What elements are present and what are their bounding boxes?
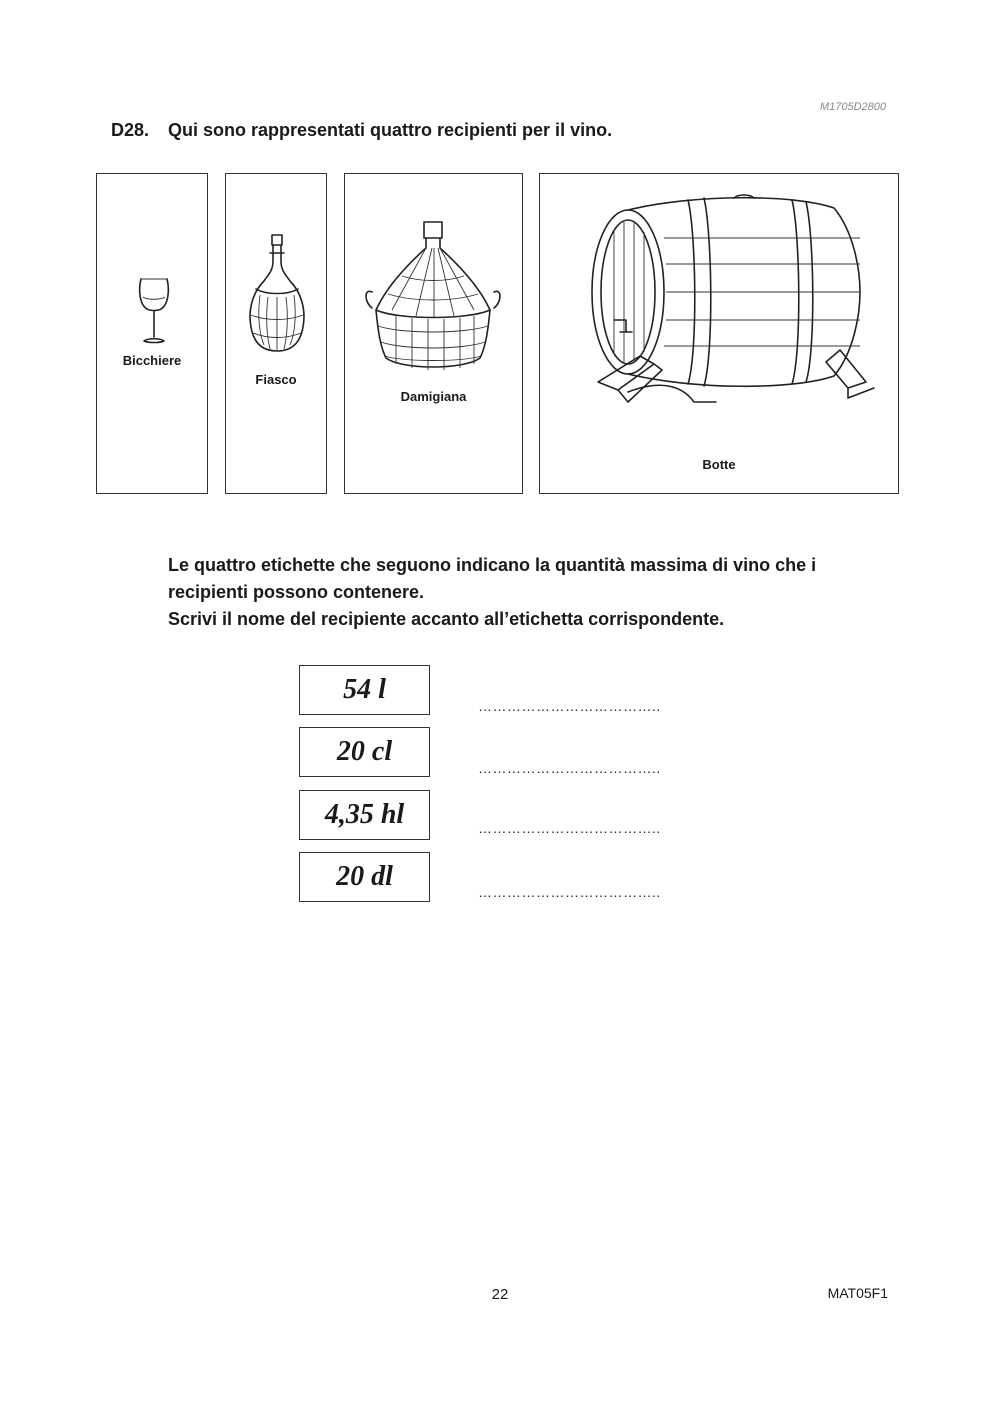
- container-panel-damigiana: [344, 173, 523, 494]
- item-code: M1705D2800: [819, 101, 886, 113]
- instruction-line-2: recipienti possono contenere.: [168, 582, 425, 602]
- container-label: Botte: [702, 457, 736, 472]
- capacity-label-20cl: 20 cl: [299, 727, 430, 777]
- capacity-label-20dl: 20 dl: [299, 852, 430, 902]
- answer-line[interactable]: ………………………………..: [478, 884, 661, 900]
- answer-line[interactable]: ………………………………..: [478, 760, 661, 776]
- capacity-label-54l: 54 l: [299, 665, 430, 715]
- question-text: Qui sono rappresentati quattro recipienti per il vino.: [168, 120, 613, 140]
- page-number: 22: [491, 1286, 509, 1303]
- container-panel-fiasco: [225, 173, 327, 494]
- instruction-line-3: Scrivi il nome del recipiente accanto all’etichetta corrispondente.: [168, 609, 725, 629]
- container-panel-bicchiere: [96, 173, 208, 494]
- barrel-icon: [584, 192, 862, 414]
- demijohn-icon: [362, 218, 507, 380]
- answer-line[interactable]: ………………………………..: [478, 698, 661, 714]
- instruction-line-1: Le quattro etichette che seguono indicano la quantità massima di vino che i: [168, 555, 817, 575]
- container-label: Bicchiere: [122, 353, 182, 368]
- question-number: D28.: [111, 120, 150, 140]
- answer-line[interactable]: ………………………………..: [478, 820, 661, 836]
- container-panel-botte: [539, 173, 899, 494]
- container-label: Fiasco: [255, 372, 297, 387]
- container-label: Damigiana: [400, 389, 467, 404]
- fiasco-bottle-icon: [246, 231, 308, 357]
- capacity-label-435hl: 4,35 hl: [299, 790, 430, 840]
- wine-glass-icon: [137, 277, 171, 345]
- document-id: MAT05F1: [827, 1285, 888, 1301]
